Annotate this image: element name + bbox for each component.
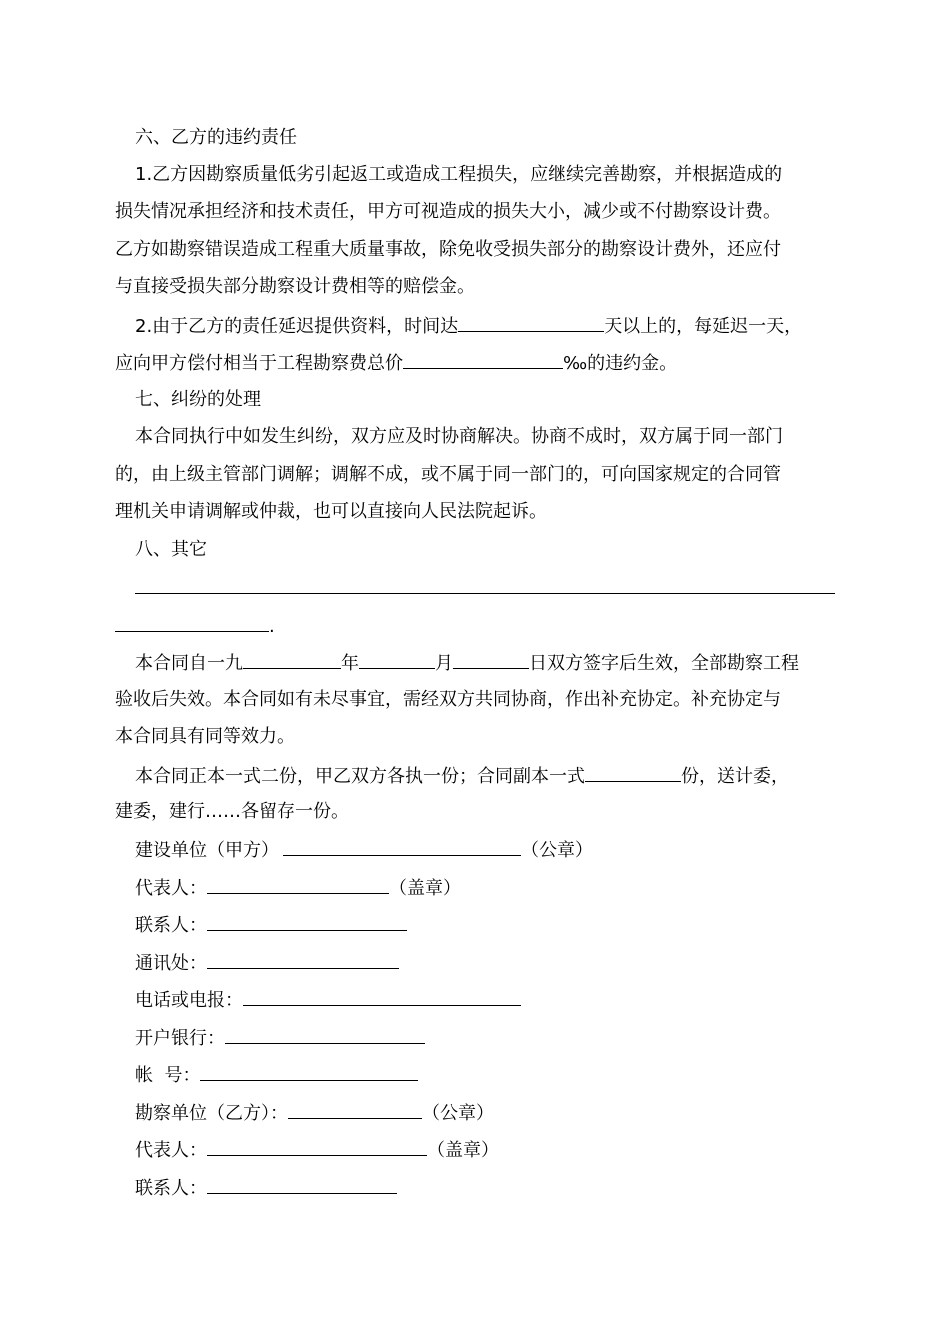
copies-line1 [135,763,789,787]
copies-prefix: 本合同正本一式二份，甲乙双方各执一份；合同副本一式 [135,766,585,787]
contact-b-field[interactable] [207,1175,397,1194]
other-terms-line1[interactable] [135,575,835,599]
section-8-heading: 八、其它 [135,539,207,560]
rep-a-row [135,875,461,899]
party-b-label: 勘察单位（乙方）： [135,1103,288,1124]
delay-text-suffix: 天以上的，每延迟一天， [604,316,803,337]
section-7-line1: 本合同执行中如发生纠纷，双方应及时协商解决。协商不成时，双方属于同一部门 [135,426,783,447]
other-terms-blank-1[interactable] [135,575,835,594]
rep-b-label: 代表人： [135,1140,207,1161]
section-6-p1-line1: 1.乙方因勘察质量低劣引起返工或造成工程损失，应继续完善勘察，并根据造成的 [135,164,783,185]
party-a-row [135,837,593,861]
effect-line2: 验收后失效。本合同如有未尽事宜，需经双方共同协商，作出补充协定。补充协定与 [115,689,781,710]
other-terms-blank-2[interactable] [115,613,269,632]
month-label: 月 [435,653,453,674]
party-a-field[interactable] [283,837,521,856]
copies-suffix: 份，送计委， [681,766,789,787]
section-7-heading: 七、纠纷的处理 [135,389,261,410]
phone-field[interactable] [243,987,521,1006]
party-b-field[interactable] [288,1100,422,1119]
section-6-p1-line2: 损失情况承担经济和技术责任，甲方可视造成的损失大小，减少或不付勘察设计费。 [115,201,781,222]
party-a-seal: （公章） [521,840,593,861]
other-terms-line2[interactable] [115,613,275,637]
address-row [135,950,399,974]
rep-b-field[interactable] [207,1137,427,1156]
bank-label: 开户银行： [135,1028,225,1049]
rep-a-stamp: （盖章） [389,878,461,899]
contact-a-field[interactable] [207,912,407,931]
section-6-heading: 六、乙方的违约责任 [135,127,297,148]
year-blank[interactable] [243,650,341,669]
effect-line3: 本合同具有同等效力。 [115,726,295,747]
party-b-row [135,1100,494,1124]
other-terms-period: . [269,616,275,637]
copies-line2: 建委，建行……各留存一份。 [115,801,349,822]
address-field[interactable] [207,950,399,969]
rep-b-stamp: （盖章） [427,1140,499,1161]
permille-blank[interactable] [403,350,563,369]
day-blank[interactable] [453,650,529,669]
address-label: 通讯处： [135,953,207,974]
party-a-label: 建设单位（甲方） [135,840,279,861]
section-6-p1-line4: 与直接受损失部分勘察设计费相等的赔偿金。 [115,276,475,297]
delay-text-prefix: 2.由于乙方的责任延迟提供资料，时间达 [135,316,459,337]
rep-b-row [135,1137,499,1161]
account-field[interactable] [200,1062,418,1081]
contact-b-label: 联系人： [135,1178,207,1199]
effect-prefix: 本合同自一九 [135,653,243,674]
copies-count-blank[interactable] [585,763,681,782]
month-blank[interactable] [359,650,435,669]
account-row [135,1062,418,1086]
penalty-text-prefix: 应向甲方偿付相当于工程勘察费总价 [115,353,403,374]
section-6-p2-line2 [115,350,677,374]
days-blank[interactable] [458,313,604,332]
year-label: 年 [341,653,359,674]
phone-label: 电话或电报： [135,990,243,1011]
effect-suffix: 日双方签字后生效，全部勘察工程 [529,653,799,674]
bank-field[interactable] [225,1025,425,1044]
party-b-seal: （公章） [422,1103,494,1124]
section-6-p2-line1 [135,313,802,337]
contact-a-label: 联系人： [135,915,207,936]
bank-row [135,1025,425,1049]
section-6-p1-line3: 乙方如勘察错误造成工程重大质量事故，除免收受损失部分的勘察设计费外，还应付 [115,239,781,260]
phone-row [135,987,521,1011]
effect-line1 [135,650,799,674]
contact-b-row [135,1175,397,1199]
contact-a-row [135,912,407,936]
rep-a-field[interactable] [207,875,389,894]
penalty-text-suffix: ‰的违约金。 [563,353,678,374]
section-7-line3: 理机关申请调解或仲裁，也可以直接向人民法院起诉。 [115,501,547,522]
rep-a-label: 代表人： [135,878,207,899]
section-7-line2: 的，由上级主管部门调解；调解不成，或不属于同一部门的，可向国家规定的合同管 [115,464,781,485]
account-label: 帐 号： [135,1065,201,1086]
